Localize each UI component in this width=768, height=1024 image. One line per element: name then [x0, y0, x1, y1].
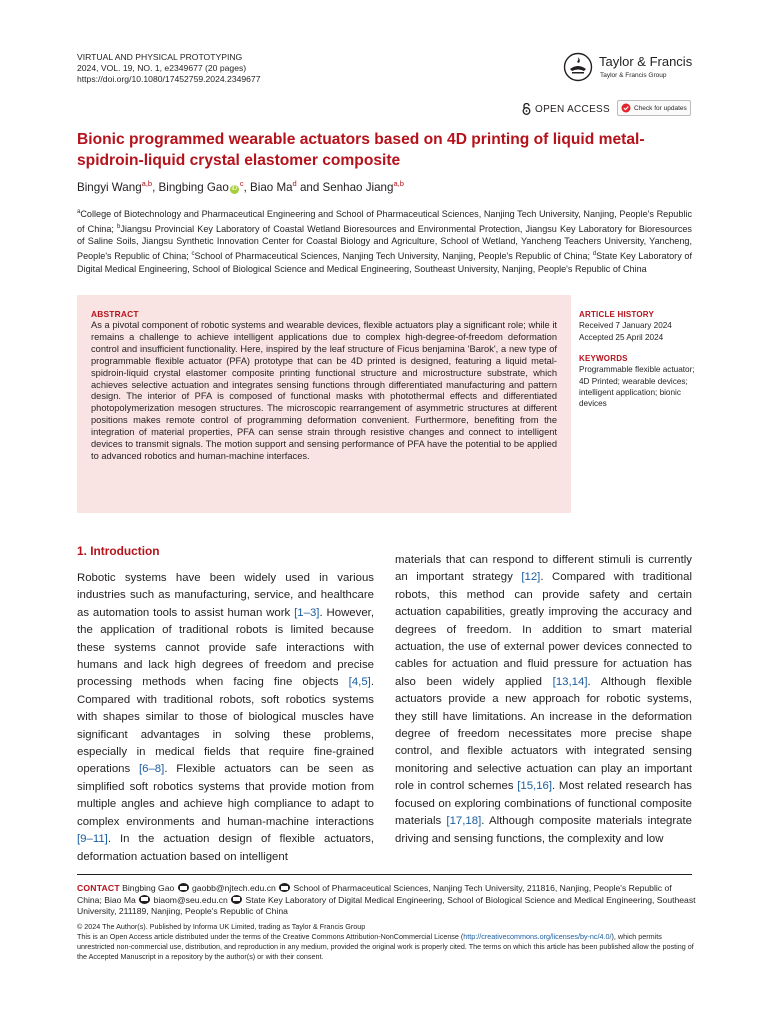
article-history-heading: ARTICLE HISTORY [579, 310, 655, 319]
open-lock-icon [522, 103, 531, 115]
footer-divider [77, 874, 692, 875]
citation-link[interactable]: [13,14] [552, 675, 588, 688]
received-date: Received 7 January 2024 [579, 321, 672, 331]
body-text: . In the actuation design of flexible actuators, deformation actuation based on intelligent [77, 833, 374, 863]
body-text: . Most related research has focused on exploring combinations of functional composite materials [395, 780, 692, 828]
citation-link[interactable]: [9–11] [77, 833, 108, 846]
affiliation-mark: c [191, 251, 195, 258]
orcid-icon[interactable]: iD [231, 185, 238, 192]
body-text: . Compared with traditional robots, this method can provide safety and certain actuation capabilities, greatly improving the accuracy and degrees of freedom. In addition to smart material actuation, the use of external power devices connected to cables for actuation and fluid pressure for actuation has also been widely applied [395, 571, 692, 688]
article-history [579, 309, 699, 343]
email-icon [178, 883, 189, 892]
author-separator: , [243, 180, 251, 194]
contact-text: gaobb@njtech.edu.cn [189, 883, 279, 893]
author-name[interactable]: Senhao Jiang [322, 180, 394, 194]
contact-text: State Key Laboratory of Digital Medical Engineering, School of Biological Science and Medical Engineering, Southeast University, 211189, Nanjing, People's Republic of China [77, 894, 696, 917]
check-updates-button[interactable] [617, 100, 691, 116]
author-name[interactable]: Bingyi Wang [77, 180, 142, 194]
journal-header [77, 52, 261, 85]
open-access-badge [522, 103, 610, 115]
body-text: Robotic systems have been widely used in various industries such as manufacturing, service, and healthcare as automation tools to assist human work [77, 572, 374, 619]
body-text: materials that can respond to different stimuli is currently an important strategy [395, 554, 692, 584]
license-text-a: This is an Open Access article distributed under the terms of the Creative Commons Attribution-NonCommercial License ( [77, 932, 464, 941]
publisher-name: Taylor & Francis [599, 54, 693, 69]
license-text-b: ), which permits unrestricted non-commercial use, distribution, and reproduction in any medium, provided the original work is properly cited. The terms on which this article has been published allow the posting of the Accepted Manuscript in a repository by the author(s) or with their consent. [77, 932, 694, 961]
affiliation-mark: a [77, 209, 81, 215]
license-link[interactable]: http://creativecommons.org/licenses/by-nc/4.0/ [463, 932, 612, 941]
affiliation-text: State Key Laboratory of Digital Medical Engineering, School of Biological Science and Medical Engineering, Southeast University, Nanjing, People's Republic of China [77, 251, 692, 274]
contact-text: biaom@seu.edu.cn [151, 894, 231, 905]
affiliation-text: College of Biotechnology and Pharmaceutical Engineering and School of Pharmaceutical Sciences, Nanjing Tech University, Nanjing, People's Republic of China; [77, 209, 692, 234]
license-text [77, 932, 697, 962]
abstract-heading: ABSTRACT [91, 309, 139, 319]
citation-link[interactable]: [17,18] [446, 815, 482, 828]
citation-link[interactable]: [1–3] [294, 606, 320, 619]
contact-text: Bingbing Gao [119, 883, 177, 893]
address-icon [231, 895, 242, 904]
affiliations [77, 206, 692, 276]
author-name[interactable]: Biao Ma [250, 180, 293, 194]
check-updates-icon [621, 103, 631, 113]
author-separator: , [152, 180, 159, 194]
body-text: . Compared with traditional robots, soft robotics systems with shapes similar to those of biological muscles have significant advantages in solving these problems, especially in medical fields that require fine-grained operations [77, 676, 374, 776]
author-affiliation-mark[interactable]: c [239, 179, 244, 188]
author-affiliation-mark[interactable]: a,b [141, 179, 153, 188]
contact-info [77, 883, 697, 918]
keywords-heading: KEYWORDS [579, 354, 628, 363]
contact-text: School of Pharmaceutical Sciences, Nanjing Tech University, 211816, Nanjing, People's Republic of China; Biao Ma [77, 883, 672, 905]
body-text: . Although composite materials integrate driving and sensing functions, the complexity and low [395, 815, 692, 845]
journal-doi[interactable]: https://doi.org/10.1080/17452759.2024.2349677 [77, 74, 261, 84]
address-icon [279, 883, 290, 892]
publisher-logo[interactable] [563, 50, 703, 90]
article-title: Bionic programmed wearable actuators based on 4D printing of liquid metal-spidroin-liquid crystal elastomer composite [77, 131, 645, 169]
author-affiliation-mark[interactable]: d [292, 179, 297, 188]
section-heading-introduction: 1. Introduction [77, 544, 160, 558]
affiliation-mark: b [117, 223, 121, 230]
citation-link[interactable]: [15,16] [517, 780, 553, 793]
author-name[interactable]: Bingbing Gao [158, 180, 229, 194]
email-icon [139, 895, 150, 904]
keywords [579, 353, 699, 409]
body-text: . Flexible actuators can be seen as simplified soft robotics systems that provide motion from multiple angles and achieve high compliance to adapt to complex environments and human-machine interactions [77, 763, 374, 828]
author-separator: and [296, 180, 323, 194]
journal-name: VIRTUAL AND PHYSICAL PROTOTYPING [77, 52, 243, 62]
accepted-date: Accepted 25 April 2024 [579, 332, 664, 342]
copyright-notice [77, 922, 697, 962]
affiliation-mark: d [592, 251, 597, 258]
open-access-label: OPEN ACCESS [535, 103, 610, 115]
intro-column-right [395, 552, 692, 848]
abstract-text: As a pivotal component of robotic systems and wearable devices, flexible actuators play a significant role; while it remains a challenge to achieve intelligent applications due to complex high-degree-of-freedom deformation control and insufficient functionality. Here, inspired by the leaf structure of Ficus benjamina 'Barok', a new type of programmable flexible actuator (PFA) prototype that can be 4D printed is designed, featuring a liquid metal-spidroin-liquid crystal elastomer composite printing functional structure and microstructure substrate, which achieves selective actuation and integrates sensing functions through differentiated manufacturing and pattern design. The interior of PFA is composed of functional masks with photothermal effects and differentiated photopolymerization mesogen structures. The microscopic rearrangement of asymmetric structures at different positions makes remote control of programming deformation convenient. Furthermore, benefiting from the integration of material properties, PFA can sense strain through resistive changes and connect to intelligent devices to transmit signals. The motion support and sensing performance of PFA have the potential to be applied to advanced robotics and human-machine interfaces. [91, 320, 557, 461]
citation-link[interactable]: [12] [521, 571, 541, 584]
taylor-francis-lamp-icon [563, 52, 593, 82]
author-list [77, 179, 404, 194]
copyright-line: © 2024 The Author(s). Published by Informa UK Limited, trading as Taylor & Francis Group [77, 922, 366, 931]
body-text: . Although flexible actuators provide a new approach for robotic systems, they still have limitations. An increase in the deformation degree of freedom necessitates more precise shape control, and flexible actuators with integrated sensing monitoring and selective actuation can play an important role in control schemes [395, 675, 692, 793]
affiliation-text: Jiangsu Provincial Key Laboratory of Coastal Wetland Bioresources and Environmental Protection, Jiangsu Key Laboratory for Bioresources of Saline Soils, Jiangsu Synthetic Innovation Center for Coastal Biology and Agriculture, School of Wetland, Yancheng Teachers University, Yancheng, People's Republic of China; [77, 223, 692, 262]
publisher-group: Taylor & Francis Group [600, 72, 667, 79]
affiliation-text: School of Pharmaceutical Sciences, Nanjing Tech University, Nanjing, People's Republic of China; [194, 251, 593, 262]
body-text: . However, the application of traditional robots is limited because these systems cannot provide safe interactions with humans and lack high degrees of freedom and precise processing methods when facing fine objects [77, 606, 374, 689]
author-affiliation-mark[interactable]: a,b [393, 179, 404, 188]
intro-column-left [77, 570, 374, 866]
check-updates-label: Check for updates [634, 104, 687, 112]
citation-link[interactable]: [6–8] [138, 763, 165, 776]
journal-volume: 2024, VOL. 19, NO. 1, e2349677 (20 pages) [77, 63, 247, 73]
contact-label: CONTACT [77, 883, 120, 893]
keywords-text: Programmable flexible actuator; 4D Printed; wearable devices; intelligent application; bionic devices [579, 365, 695, 409]
citation-link[interactable]: [4,5] [348, 676, 371, 689]
